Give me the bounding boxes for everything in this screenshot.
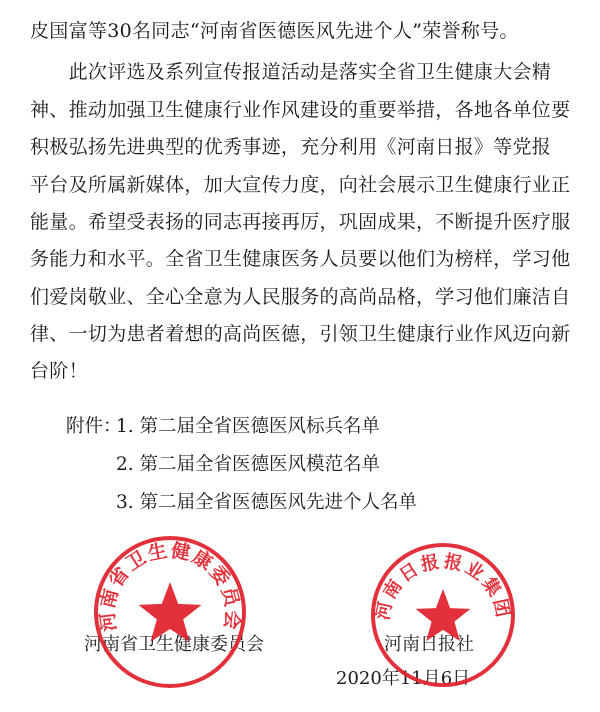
body-line-7: 务能力和水平。全省卫生健康医务人员要以他们为榜样，学习他 <box>30 248 571 270</box>
body-line-9: 律、一切为患者着想的高尚医德，引领卫生健康行业作风迈向新 <box>30 323 571 345</box>
body-line-6: 能量。希望受表扬的同志再接再厉，巩固成果，不断提升医疗服 <box>30 211 571 233</box>
body-line-1: 皮国富等30名同志“河南省医德医风先进个人”荣誉称号。 <box>30 20 519 42</box>
signature-right-org: 河南日报社 <box>384 634 474 655</box>
document-date: 2020年11月6日 <box>336 668 471 689</box>
right-seal-text: 河南日报报业集团 <box>372 550 514 622</box>
signature-left-org: 河南省卫生健康委员会 <box>84 634 264 655</box>
attachment-item-3: 3. 第二届全省医德医风先进个人名单 <box>116 492 418 513</box>
body-line-2: 此次评选及系列宣传报道活动是落实全省卫生健康大会精 <box>30 61 552 83</box>
attachment-item-2: 2. 第二届全省医德医风模范名单 <box>116 454 381 475</box>
body-line-8: 们爱岗敬业、全心全意为人民服务的高尚品格，学习他们廉洁自 <box>30 286 571 308</box>
star-icon <box>416 589 471 641</box>
body-line-10: 台阶！ <box>30 360 88 382</box>
attachments-label: 附件： <box>66 416 122 437</box>
left-seal-text: 河南省卫生健康委员会 <box>96 539 244 633</box>
star-icon <box>139 582 202 642</box>
body-line-3: 神、推动加强卫生健康行业作风建设的重要举措，各地各单位要 <box>30 99 571 121</box>
body-line-5: 平台及所属新媒体，加大宣传力度，向社会展示卫生健康行业正 <box>30 174 571 196</box>
body-line-4: 积极弘扬先进典型的优秀事迹，充分利用《河南日报》等党报 <box>30 136 552 158</box>
left-official-seal <box>90 532 250 692</box>
attachment-item-1: 1. 第二届全省医德医风标兵名单 <box>116 416 381 437</box>
right-official-seal <box>368 540 518 690</box>
